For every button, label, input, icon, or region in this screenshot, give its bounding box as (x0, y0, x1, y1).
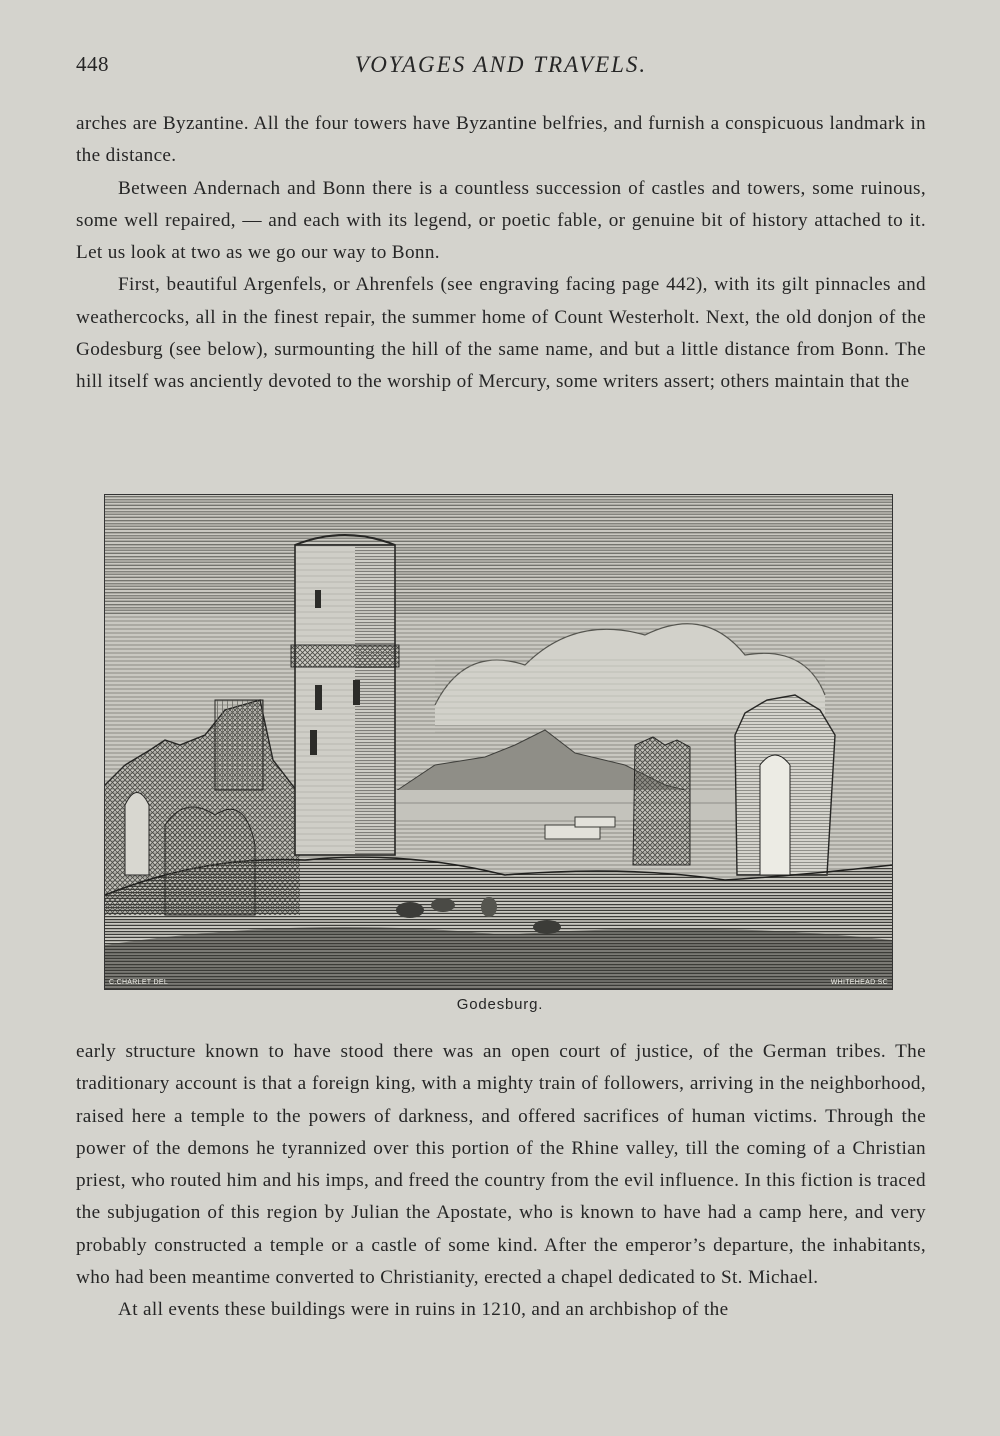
right-ruin-fragment (633, 737, 690, 865)
tower-window-2 (353, 680, 360, 705)
text-block-bottom (76, 1036, 926, 1327)
godesburg-engraving (104, 494, 893, 990)
text-block-top (76, 108, 926, 399)
small-tower (215, 700, 263, 790)
paragraph-continued: arches are Byzantine. All the four towers have Byzantine belfries, and furnish a conspicuous landmark in the distance. (76, 113, 926, 167)
paragraph-andernach-bonn: Between Andernach and Bonn there is a countless succession of castles and towers, some ruinous, some well repaired, — and each with its legend, or poetic fable, or genuine bit of history attached to it. Let us look at two as we go our way to Bonn. (76, 177, 926, 264)
fallen-stones-2 (575, 817, 615, 827)
tower-corbel-band (291, 645, 399, 667)
goat-3 (481, 897, 497, 917)
tower-window-1 (315, 685, 322, 710)
paragraph-ruins-1210: At all events these buildings were in ruins in 1210, and an archbishop of the (118, 1299, 729, 1321)
right-ruin-archway (760, 755, 790, 875)
ivy-covered-wall (165, 807, 255, 915)
tower-window-3 (310, 730, 317, 755)
running-title: VOYAGES AND TRAVELS. (354, 52, 648, 77)
goat-2 (431, 898, 455, 912)
goat-4 (533, 920, 561, 934)
engraver-credit-right: WHITEHEAD SC (830, 979, 888, 986)
goat-1 (396, 902, 424, 918)
running-head (76, 52, 926, 86)
left-arch-window (125, 793, 149, 876)
sky-upper-shade (105, 495, 892, 615)
engraver-credit-left: C.CHARLET DEL (109, 979, 169, 986)
paragraph-godesburg-legend: early structure known to have stood there was an open court of justice, of the German tribes. The traditionary account is that a foreign king, with a mighty train of followers, arriving in the neighborhood, raised here a temple to the powers of darkness, and offered sacrifices of human victims. Through the power of the demons he tyrannized over this portion of the Rhine valley, till the coming of a Christian priest, who routed him and his imps, and freed the country from the evil influence. In this fiction is traced the subjugation of this region by Julian the Apostate, who is known to have had a camp here, and very probably constructed a temple or a castle of some kind. After the emperor’s departure, the inhabitants, who had been meantime converted to Christianity, erected a chapel dedicated to St. Michael. (76, 1041, 926, 1289)
round-tower-shadow-side (355, 545, 395, 855)
page-number: 448 (76, 52, 109, 76)
engraving-illustration (105, 495, 892, 989)
foreground-brush (105, 927, 892, 989)
paragraph-argenfels-godesburg: First, beautiful Argenfels, or Ahrenfels (see engraving facing page 442), with its gilt pinnacles and weathercocks, all in the finest repair, the summer home of Count Westerholt. Next, the old donjon of the Godesburg (see below), surmounting the hill of the same name, and but a little distance from Bonn. The hill itself was anciently devoted to the worship of Mercury, some writers assert; others maintain that the (76, 274, 926, 393)
figure-caption: Godesburg. (456, 996, 544, 1013)
tower-window-4 (315, 590, 321, 608)
